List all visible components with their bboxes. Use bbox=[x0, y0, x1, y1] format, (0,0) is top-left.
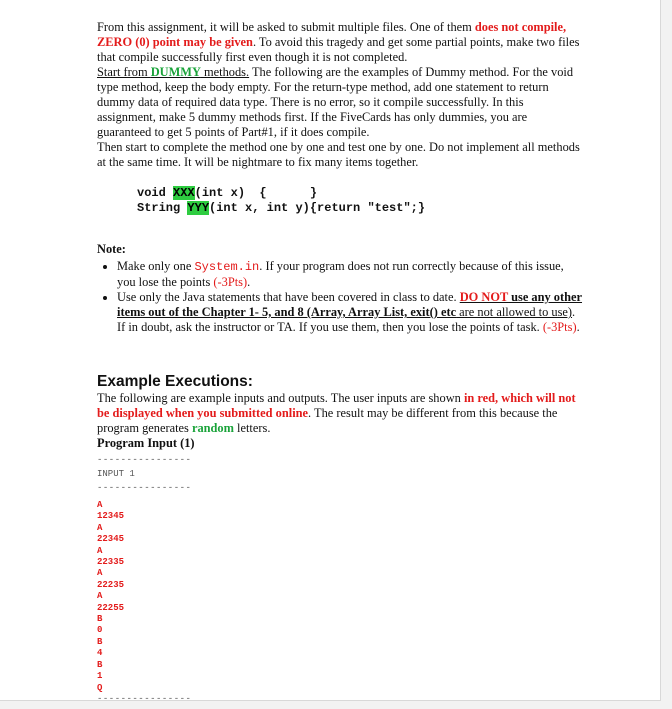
note-list bbox=[97, 259, 583, 335]
console-entry: A bbox=[97, 545, 103, 556]
console-divider: ---------------- bbox=[97, 693, 192, 701]
note-heading: Note: bbox=[97, 242, 126, 256]
restriction-text: DO NOT use any other items out of the Chapter 1- 5, and 8 (Array, Array List, exit() etc bbox=[117, 290, 583, 319]
penalty-badge: (-3Pts) bbox=[213, 275, 248, 289]
penalty-badge: (-3Pts) bbox=[542, 320, 577, 334]
console-entry: B bbox=[97, 636, 103, 647]
dummy-code-example bbox=[137, 186, 583, 216]
console-entry: A bbox=[97, 500, 103, 510]
compile-warning: does not compile, ZERO (0) point may be given bbox=[97, 20, 567, 49]
console-input-label: INPUT 1 bbox=[97, 469, 135, 479]
console-entry: 22345 bbox=[97, 534, 125, 545]
console-entry: B bbox=[97, 659, 103, 670]
dummy-word: DUMMY bbox=[150, 65, 201, 79]
random-word: random bbox=[191, 421, 234, 435]
code-line-string: String YYY(int x, int y){return "test";} bbox=[137, 201, 426, 215]
note-item-system-in: • Make only one System.in. If your program does not run correctly because of this issue, you lose the points (-3Pts). bbox=[117, 259, 583, 290]
console-entry: 22235 bbox=[97, 579, 125, 590]
console-entry: 1 bbox=[97, 671, 103, 682]
example-paragraph: The following are example inputs and outputs. The user inputs are shown in red, which will not be displayed when you submitted online. The result may be different from this because the program generates random letters. bbox=[97, 391, 576, 435]
console-divider: ---------------- bbox=[97, 455, 192, 465]
note-item-java-statements: • Use only the Java statements that have been covered in class to date. DO NOT use any other items out of the Chapter 1- 5, and 8 (Array, Array List, exit() etc are not allowed to use). If in doubt, ask the instructor or TA. If you use them, then you lose the points of task. (-3Pts). bbox=[117, 290, 583, 335]
console-divider: ---------------- bbox=[97, 483, 192, 493]
console-output bbox=[97, 455, 583, 701]
code-line-void: void XXX(int x) { } bbox=[137, 186, 318, 200]
console-entry: Q bbox=[97, 682, 103, 693]
console-entry: B bbox=[97, 614, 103, 625]
start-from-dummy: Start from DUMMY methods. bbox=[97, 65, 250, 79]
console-entry: 22335 bbox=[97, 557, 125, 568]
console-entry: 22255 bbox=[97, 602, 125, 613]
intro-paragraph: From this assignment, it will be asked to submit multiple files. One of them does not compile, ZERO (0) point may be given. To avoid this tragedy and get some partial points, make two files that compile successfully first even though it is not completed. bbox=[97, 20, 580, 64]
program-input-label: Program Input (1) bbox=[97, 436, 195, 450]
console-entry: A bbox=[97, 568, 103, 579]
console-entries bbox=[97, 500, 583, 694]
console-entry: 4 bbox=[97, 648, 103, 659]
system-in-code: System.in bbox=[194, 260, 260, 274]
console-entry: A bbox=[97, 591, 103, 602]
implement-paragraph: Then start to complete the method one by one and test one by one. Do not implement all methods at the same time. It will be nightmare to fix many items together. bbox=[97, 140, 580, 169]
console-entry: 12345 bbox=[97, 511, 125, 522]
example-executions-heading: Example Executions: bbox=[97, 373, 253, 390]
document-content bbox=[97, 20, 583, 701]
do-not-warning: DO NOT bbox=[459, 290, 509, 304]
red-input-note: in red, which will not be displayed when you submitted online bbox=[97, 391, 576, 420]
console-entry: A bbox=[97, 522, 103, 533]
dummy-paragraph: Start from DUMMY methods. The following are the examples of Dummy method. For the void type method, keep the body empty. For the return-type method, add one statement to return dummy data of required data type. There is no error, so it compile successfully. In this assignment, make 5 dummy methods first. If the FiveCards has only dummies, you are guaranteed to get 5 points of Part#1, if it does compile. bbox=[97, 65, 574, 139]
console-entry: 0 bbox=[97, 625, 103, 636]
